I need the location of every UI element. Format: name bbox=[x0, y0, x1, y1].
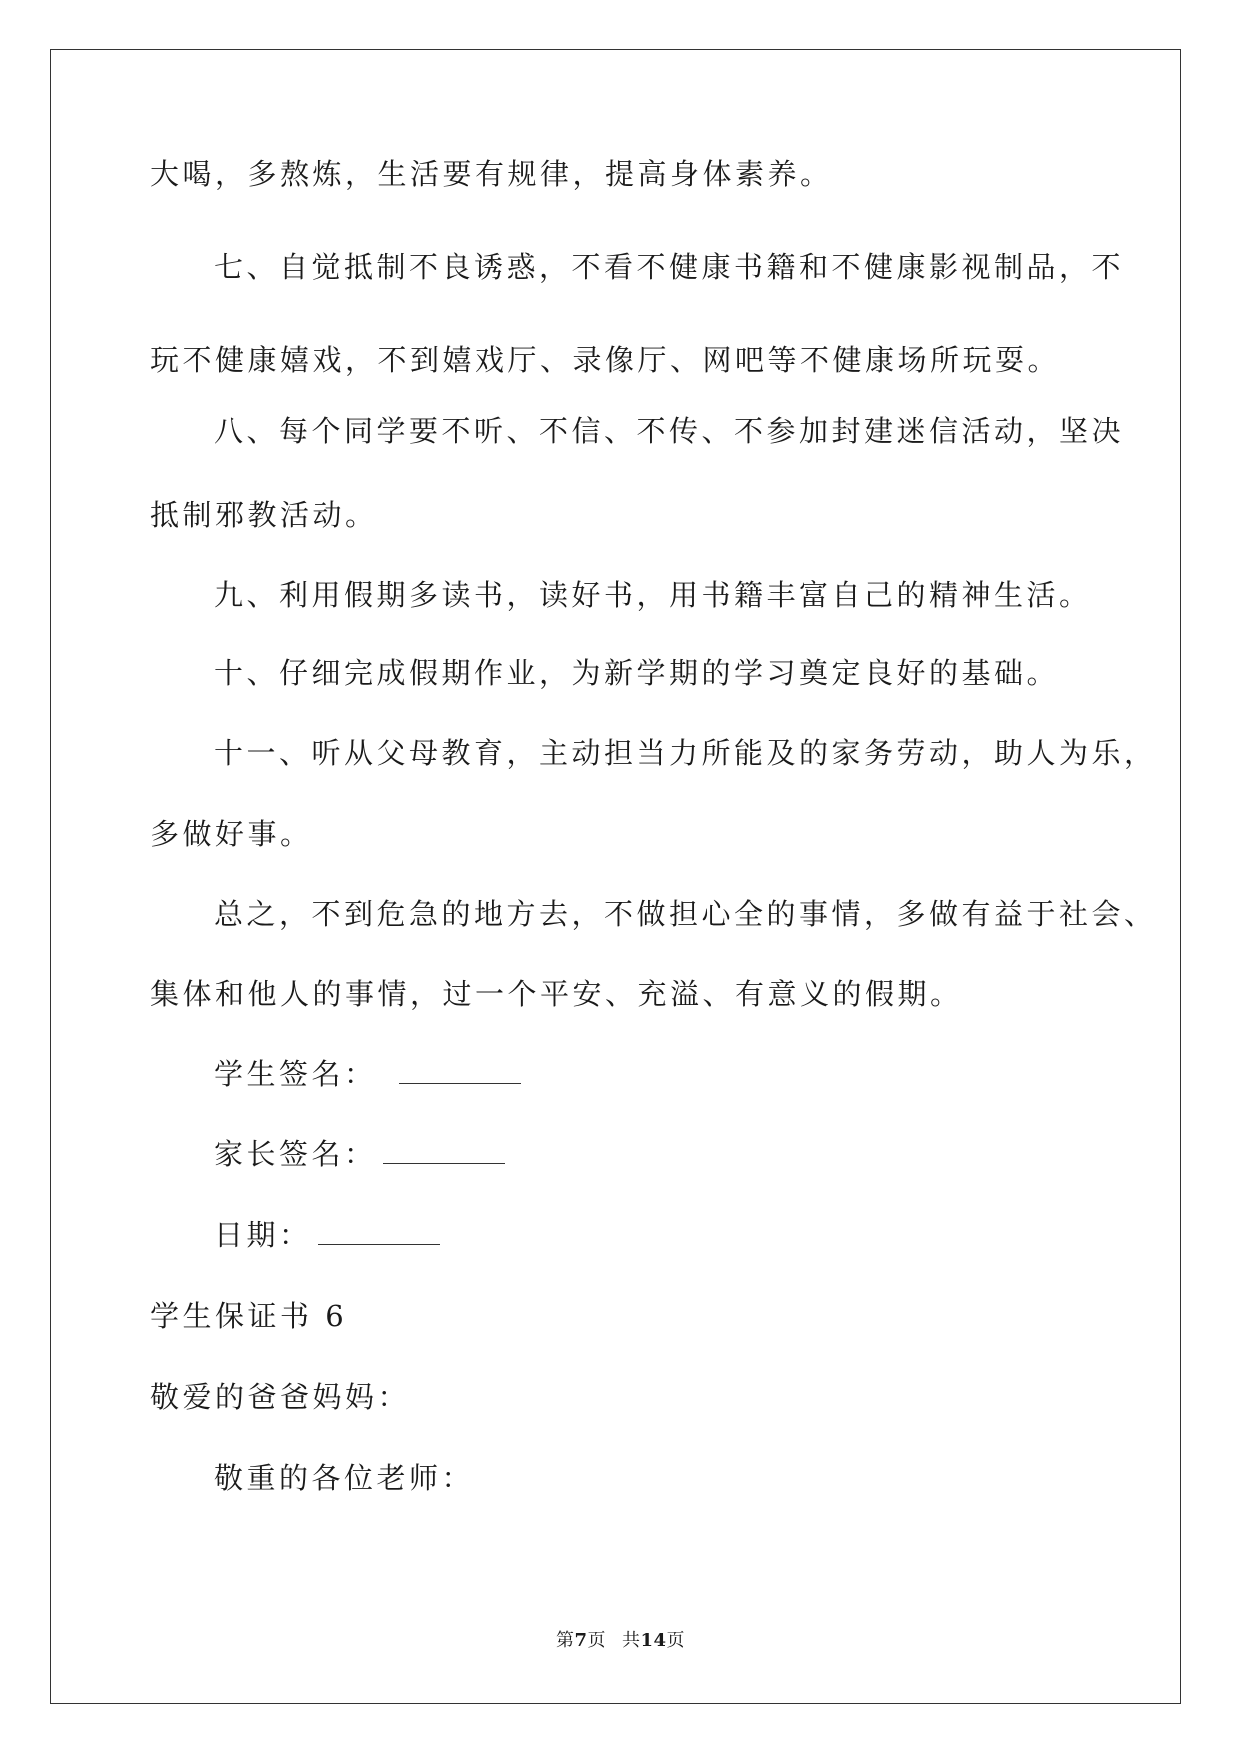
paragraph-line: 十一、听从父母教育，主动担当力所能及的家务劳动，助人为乐， bbox=[214, 736, 1157, 770]
page-prefix: 第 bbox=[555, 1630, 575, 1651]
paragraph-line: 抵制邪教活动。 bbox=[150, 498, 378, 532]
parent-signature-label: 家长签名： bbox=[214, 1137, 377, 1171]
paragraph-line: 七、自觉抵制不良诱惑，不看不健康书籍和不健康影视制品，不 bbox=[214, 250, 1125, 284]
page-suffix: 页 bbox=[587, 1630, 606, 1651]
date-row bbox=[214, 1218, 440, 1252]
date-blank bbox=[318, 1222, 440, 1245]
parent-signature-blank bbox=[383, 1141, 505, 1164]
page-footer bbox=[0, 1630, 1241, 1652]
paragraph-line: 集体和他人的事情，过一个平安、充溢、有意义的假期。 bbox=[150, 977, 963, 1011]
paragraph-line: 大喝，多熬炼，生活要有规律，提高身体素养。 bbox=[150, 157, 833, 191]
section-heading: 学生保证书 6 bbox=[150, 1299, 348, 1333]
paragraph-line: 九、利用假期多读书，读好书，用书籍丰富自己的精神生活。 bbox=[214, 578, 1092, 612]
parent-signature-row bbox=[214, 1137, 505, 1171]
student-signature-blank bbox=[399, 1061, 521, 1084]
page-border bbox=[50, 49, 1181, 1704]
total-prefix: 共 bbox=[621, 1630, 641, 1651]
paragraph-line: 多做好事。 bbox=[150, 817, 313, 851]
date-label: 日期： bbox=[214, 1218, 312, 1252]
student-signature-label: 学生签名： bbox=[214, 1057, 377, 1091]
paragraph-line: 八、每个同学要不听、不信、不传、不参加封建迷信活动，坚决 bbox=[214, 414, 1125, 448]
page-number: 7 bbox=[574, 1630, 588, 1651]
paragraph-line: 玩不健康嬉戏，不到嬉戏厅、录像厅、网吧等不健康场所玩耍。 bbox=[150, 343, 1061, 377]
total-pages: 14 bbox=[640, 1630, 667, 1651]
total-suffix: 页 bbox=[666, 1630, 686, 1651]
greeting-teachers: 敬重的各位老师： bbox=[214, 1461, 475, 1495]
student-signature-row bbox=[214, 1057, 521, 1091]
greeting-parents: 敬爱的爸爸妈妈： bbox=[150, 1380, 411, 1414]
paragraph-line: 十、仔细完成假期作业，为新学期的学习奠定良好的基础。 bbox=[214, 656, 1060, 690]
paragraph-line: 总之，不到危急的地方去，不做担心全的事情，多做有益于社会、 bbox=[214, 897, 1157, 931]
